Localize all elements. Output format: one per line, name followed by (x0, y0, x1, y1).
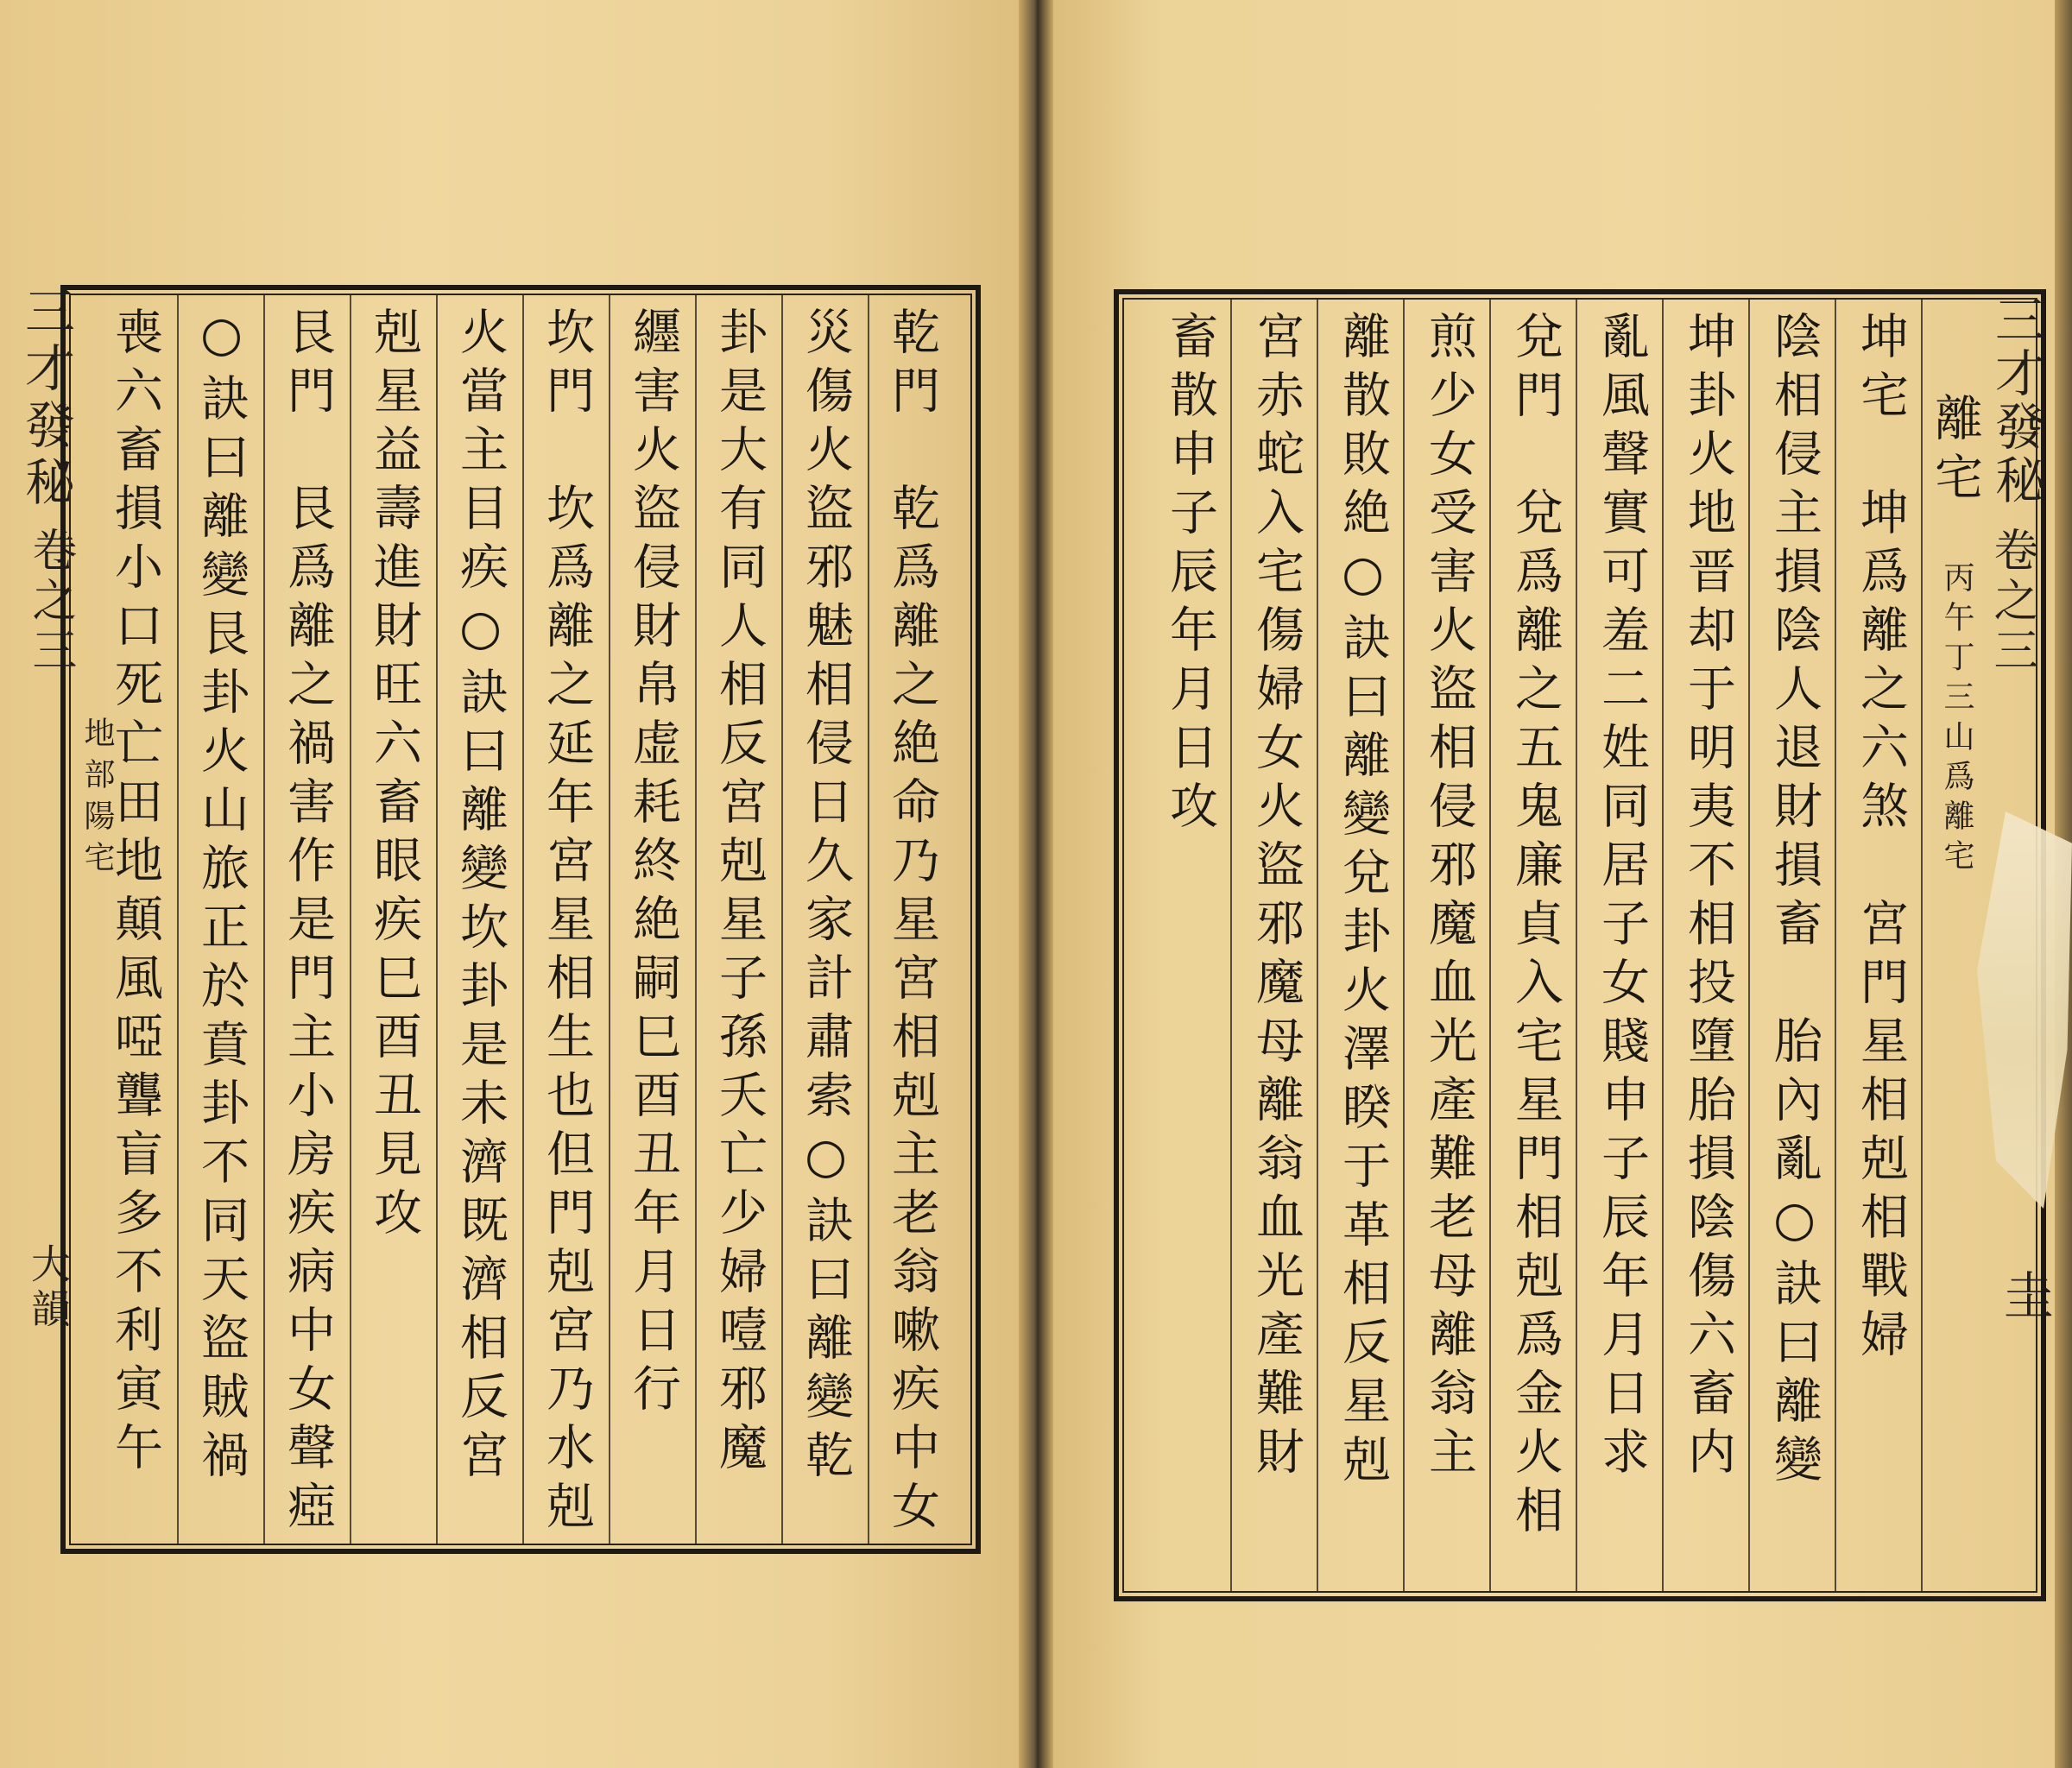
text-column: 畜散申子辰年月日攻 (1162, 311, 1218, 839)
text-column: 煎少女受害火盜相侵邪魔血光產難老母離翁主 (1421, 311, 1477, 1485)
right-margin-page-number: 圭 (1995, 1269, 2054, 1319)
text-column: 離散敗絶○訣曰離變兌卦火澤睽于革相反星剋 (1335, 311, 1391, 1493)
text-column: 兌門 兌爲離之五鬼廉貞入宅星門相剋爲金火相 (1507, 311, 1563, 1544)
section-heading: 離宅 (1927, 393, 1983, 510)
left-margin-page-number: 大韻 (25, 1243, 72, 1333)
text-column: 喪六畜損小口死亡田地顛風啞聾盲多不利寅午 (107, 306, 163, 1481)
text-column: 卦是大有同人相反宮剋星子孫夭亡少婦噎邪魔 (711, 306, 768, 1481)
left-margin-title: 三才發秘 (16, 285, 75, 513)
text-column: 火當主目疾○訣曰離變坎卦是未濟既濟相反宮 (452, 306, 509, 1488)
right-margin-title: 三才發秘 (1987, 294, 2045, 508)
text-column: 坤卦火地晋却于明夷不相投墮胎損陰傷六畜内 (1680, 311, 1736, 1485)
text-column: 宮赤蛇入宅傷婦女火盜邪魔母離翁血光產難財 (1248, 311, 1304, 1485)
text-column: 纒害火盜侵財帛虚耗終絶嗣巳酉丑年月日行 (625, 306, 681, 1422)
section-heading-note: 丙午丁三山爲離宅 (1939, 561, 1974, 879)
text-column: 坤宅 坤爲離之六煞 宮門星相剋相戰婦 (1853, 311, 1909, 1367)
text-column: 災傷火盜邪魅相侵日久家計肅索○訣曰離變乾 (798, 306, 854, 1488)
text-column: ○訣曰離變艮卦火山旅正於賁卦不同天盜賊禍 (193, 306, 250, 1488)
left-margin-volume: 卷之三 (24, 527, 76, 677)
left-margin-section: 地部陽宅 (79, 717, 115, 882)
text-column: 乾門 乾爲離之絶命乃星宮相剋主老翁嗽疾中女 (884, 306, 940, 1539)
book-gutter (1019, 0, 1053, 1768)
text-column: 剋星益壽進財旺六畜眼疾巳酉丑見攻 (366, 306, 422, 1246)
right-margin-volume: 卷之三 (1986, 527, 2037, 677)
text-column: 陰相侵主損陰人退財損畜 胎內亂○訣曰離變 (1766, 311, 1822, 1493)
text-column: 坎門 坎爲離之延年宮星相生也但門剋宮乃水剋 (539, 306, 595, 1539)
text-column: 艮門 艮爲離之禍害作是門主小房疾病中女聲瘂 (280, 306, 336, 1539)
text-column: 亂風聲實可羞二姓同居子女賤申子辰年月日求 (1594, 311, 1650, 1485)
